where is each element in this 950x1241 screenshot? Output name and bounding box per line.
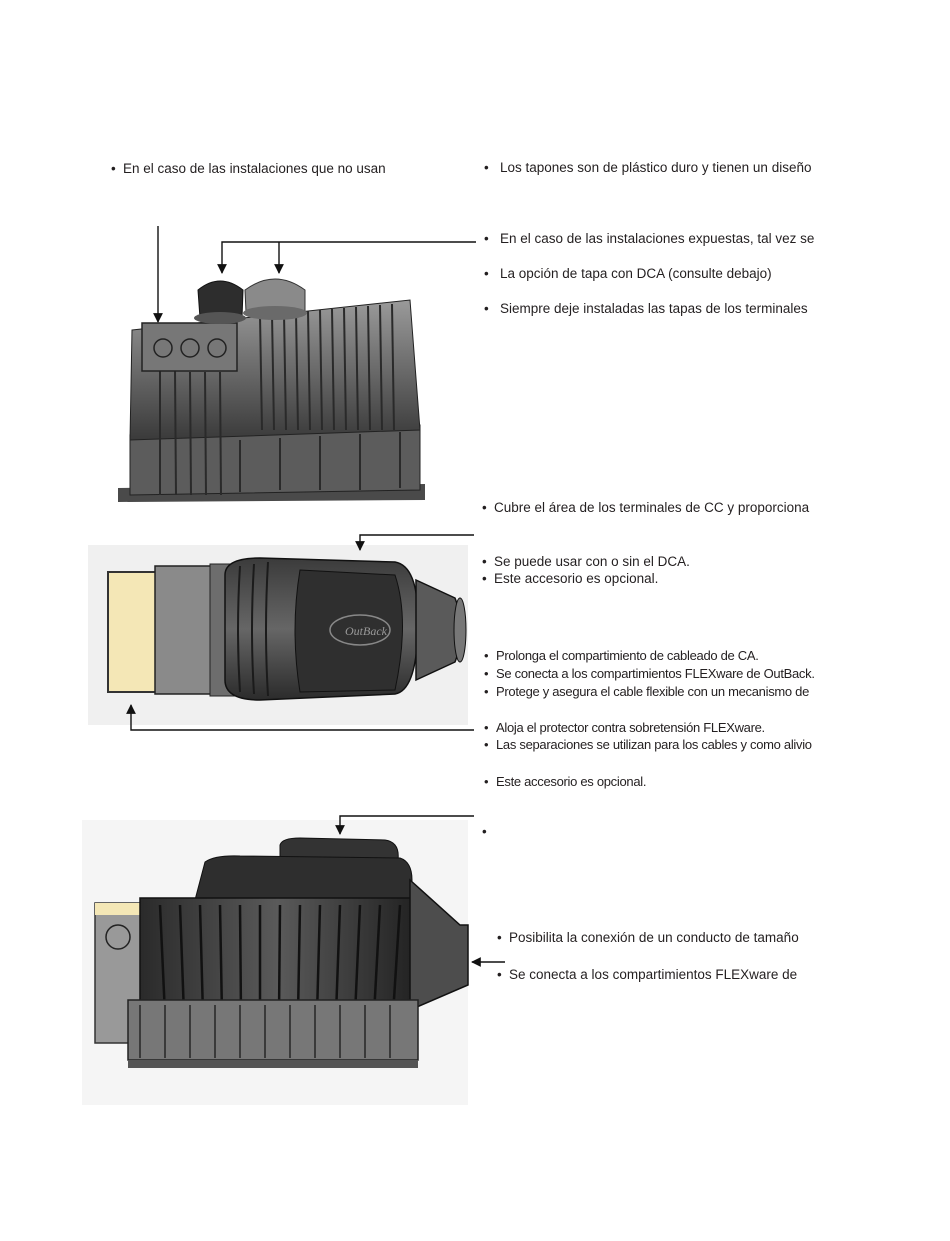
bullet-text: Cubre el área de los terminales de CC y proporciona	[494, 500, 810, 515]
bullet-text: Este accesorio es opcional.	[494, 571, 659, 586]
bullet-se-conecta-outback: • Se conecta a los compartimientos FLEXware de OutBack.	[484, 666, 815, 681]
bullet-instalaciones-expuestas: • En el caso de las instalaciones expuestas, tal vez se	[484, 231, 815, 246]
bullet-text: La opción de tapa con DCA (consulte debajo)	[500, 266, 772, 281]
bullet-aloja: • Aloja el protector contra sobretensión FLEXware.	[484, 720, 765, 735]
bullet-empty: •	[482, 824, 487, 839]
bullet-text: Aloja el protector contra sobretensión FLEXware.	[496, 720, 765, 735]
bullet-tapas-terminales: • Siempre deje instaladas las tapas de los terminales	[484, 301, 808, 316]
bullet-cubre-area: • Cubre el área de los terminales de CC y proporciona	[482, 500, 810, 515]
bullet-opcional-2: • Este accesorio es opcional.	[484, 774, 647, 789]
bullet-tapones: • Los tapones son de plástico duro y tienen un diseño	[484, 160, 812, 175]
bullet-text: Prolonga el compartimiento de cableado de CA.	[496, 648, 759, 663]
bullet-text: Los tapones son de plástico duro y tienen un diseño	[500, 160, 812, 175]
outback-logo: OutBack	[345, 624, 387, 638]
bullet-separaciones: • Las separaciones se utilizan para los cables y como alivio	[484, 737, 812, 752]
inverter-side-figure	[82, 820, 468, 1105]
bullet-opcion-tapa: • La opción de tapa con DCA (consulte debajo)	[484, 266, 772, 281]
bullet-text: En el caso de las instalaciones que no usan	[123, 161, 386, 176]
dc-cover-figure	[88, 545, 468, 725]
bullet-text: Siempre deje instaladas las tapas de los terminales	[500, 301, 808, 316]
bullet-text: Este accesorio es opcional.	[496, 774, 647, 789]
bullet-text: Se puede usar con o sin el DCA.	[494, 554, 690, 569]
bullet-conducto: • Posibilita la conexión de un conducto de tamaño	[497, 930, 799, 945]
bullet-text: Se conecta a los compartimientos FLEXware de	[509, 967, 798, 982]
bullet-opcional-1: • Este accesorio es opcional.	[482, 571, 659, 586]
inverter-with-caps-figure	[118, 279, 425, 502]
bullet-text: Se conecta a los compartimientos FLEXware de OutBack.	[496, 666, 815, 681]
bullet-no-usan: • En el caso de las instalaciones que no usan	[111, 161, 386, 176]
bullet-text: Protege y asegura el cable flexible con un mecanismo de	[496, 684, 810, 699]
bullet-protege: • Protege y asegura el cable flexible con un mecanismo de	[484, 684, 810, 699]
bullet-prolonga: • Prolonga el compartimiento de cableado de CA.	[484, 648, 759, 663]
bullet-con-sin-dca: • Se puede usar con o sin el DCA.	[482, 554, 690, 569]
bullet-text: En el caso de las instalaciones expuestas, tal vez se	[500, 231, 815, 246]
bullet-se-conecta-flexware: • Se conecta a los compartimientos FLEXware de	[497, 967, 798, 982]
bullet-text: Posibilita la conexión de un conducto de tamaño	[509, 930, 799, 945]
bullet-text: Las separaciones se utilizan para los cables y como alivio	[496, 737, 812, 752]
